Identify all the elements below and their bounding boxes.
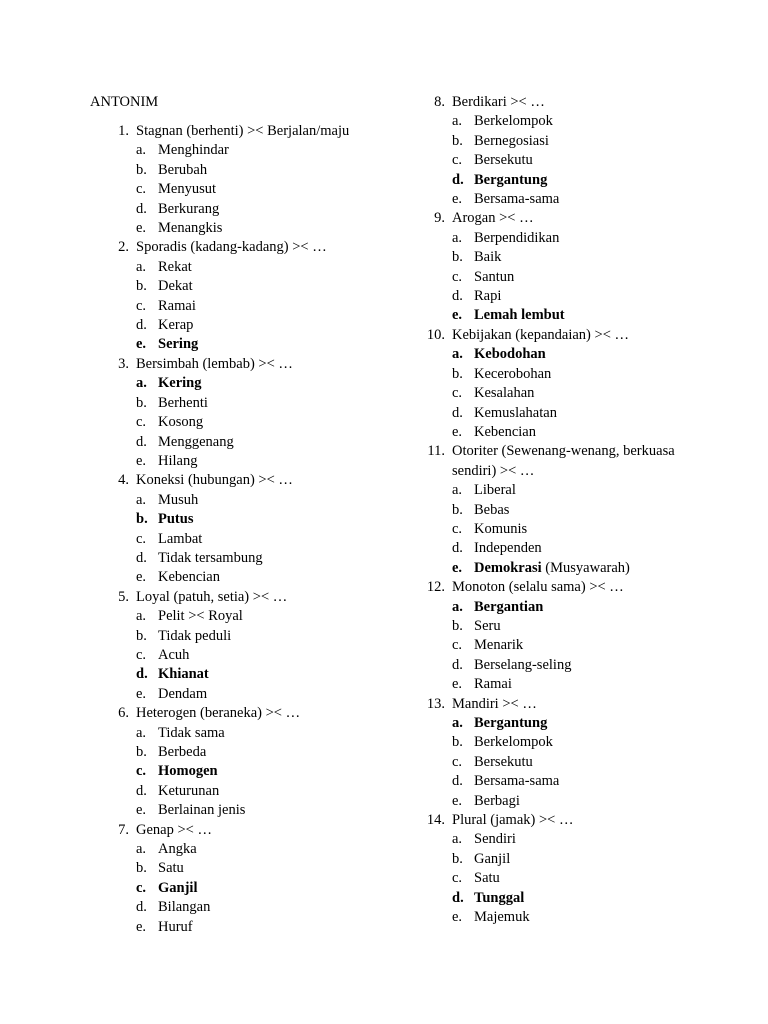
answer-option <box>90 627 390 646</box>
question-item <box>90 355 390 374</box>
question-number: 9. <box>434 210 445 227</box>
option-letter: a. <box>136 724 147 741</box>
option-text: Satu <box>158 860 184 877</box>
answer-option <box>90 743 390 762</box>
question-text: Mandiri >< … <box>452 695 537 712</box>
question-number: 10. <box>426 326 445 343</box>
option-text: Lemah lembut <box>474 307 565 324</box>
option-text: Berselang-seling <box>474 656 572 673</box>
answer-option <box>90 277 390 296</box>
option-letter: e. <box>136 452 147 469</box>
option-note: (Musyawarah) <box>545 559 630 576</box>
question-text: Koneksi (hubungan) >< … <box>136 472 293 489</box>
answer-option <box>406 539 706 558</box>
option-letter: c. <box>136 414 147 431</box>
question-text: Sporadis (kadang-kadang) >< … <box>136 239 327 256</box>
option-letter: a. <box>136 375 147 392</box>
question-text: Genap >< … <box>136 821 212 838</box>
option-letter: d. <box>136 549 147 566</box>
option-text: Putus <box>158 511 194 528</box>
option-text: Berbeda <box>158 744 207 760</box>
option-text: Bersama-sama <box>474 191 560 208</box>
option-text: Menarik <box>474 637 524 654</box>
answer-option <box>406 908 706 927</box>
option-text: Independen <box>474 540 542 557</box>
option-text: Kemuslahatan <box>474 404 557 421</box>
option-text: Bernegosiasi <box>474 132 549 149</box>
option-letter: b. <box>452 850 463 867</box>
question-item <box>90 122 390 141</box>
option-letter: b. <box>136 744 147 760</box>
option-text: Ganjil <box>474 850 511 867</box>
option-letter: a. <box>452 113 463 130</box>
option-letter: a. <box>452 598 463 615</box>
answer-option <box>406 190 706 209</box>
option-text: Tunggal <box>474 889 525 906</box>
option-letter: c. <box>136 763 147 780</box>
option-letter: c. <box>452 152 463 169</box>
answer-option <box>90 918 390 937</box>
answer-option <box>406 248 706 267</box>
answer-option <box>406 268 706 287</box>
question-item <box>90 821 390 840</box>
option-text: Ramai <box>474 676 512 693</box>
option-letter: c. <box>452 870 463 887</box>
answer-option <box>90 161 390 180</box>
question-number: 2. <box>118 239 129 256</box>
option-text: Bersekutu <box>474 152 533 169</box>
option-text: Bersama-sama <box>474 773 560 790</box>
answer-option <box>406 365 706 384</box>
option-text: Khianat <box>158 666 209 683</box>
answer-option <box>90 219 390 238</box>
option-text: Berkelompok <box>474 734 553 751</box>
option-letter: a. <box>452 482 463 499</box>
option-text: Kering <box>158 375 202 392</box>
option-letter: b. <box>452 249 463 266</box>
question-text: Arogan >< … <box>452 210 534 227</box>
option-text: Dendam <box>158 685 208 702</box>
answer-option <box>90 859 390 878</box>
option-text: Huruf <box>158 918 193 935</box>
option-letter: e. <box>452 559 463 576</box>
answer-option <box>406 733 706 752</box>
option-letter: c. <box>452 520 463 537</box>
answer-option <box>90 180 390 199</box>
answer-option <box>90 413 390 432</box>
question-number: 1. <box>118 123 129 139</box>
answer-option-correct <box>406 345 706 364</box>
option-letter: a. <box>136 258 147 275</box>
answer-option <box>406 675 706 694</box>
option-text: Berubah <box>158 161 208 178</box>
answer-option <box>406 792 706 811</box>
answer-option <box>90 568 390 587</box>
option-text: Ganjil <box>158 879 198 896</box>
answer-option <box>406 636 706 655</box>
question-item <box>90 238 390 257</box>
option-text: Kebodohan <box>474 346 546 363</box>
option-letter: e. <box>452 792 463 809</box>
option-text: Menghindar <box>158 142 229 159</box>
answer-option <box>90 141 390 160</box>
question-text: Otoriter (Sewenang-wenang, berkuasa sendiri) >< … <box>452 443 675 479</box>
question-item <box>406 209 706 228</box>
question-text: Monoton (selalu sama) >< … <box>452 579 624 596</box>
option-text: Menangkis <box>158 220 223 237</box>
option-text: Bebas <box>474 501 510 518</box>
answer-option-correct <box>90 510 390 529</box>
answer-option <box>406 404 706 423</box>
answer-option <box>90 840 390 859</box>
option-text: Menyusut <box>158 181 216 198</box>
option-letter: d. <box>136 200 147 217</box>
option-letter: c. <box>136 297 147 314</box>
question-item <box>406 811 706 830</box>
answer-option <box>90 898 390 917</box>
question-item <box>90 471 390 490</box>
option-text: Hilang <box>158 452 198 469</box>
answer-option <box>90 782 390 801</box>
question-text: Loyal (patuh, setia) >< … <box>136 588 288 605</box>
answer-option <box>406 287 706 306</box>
option-text: Kerap <box>158 317 194 334</box>
answer-option <box>90 724 390 743</box>
option-letter: e. <box>136 802 147 819</box>
option-letter: b. <box>136 627 147 644</box>
option-text: Sendiri <box>474 831 516 848</box>
option-text: Berkurang <box>158 200 220 217</box>
option-text: Komunis <box>474 520 528 537</box>
question-item <box>406 578 706 597</box>
option-letter: d. <box>452 540 463 557</box>
answer-option <box>406 520 706 539</box>
answer-option-correct <box>90 879 390 898</box>
option-text: Rekat <box>158 258 192 275</box>
option-letter: b. <box>136 278 147 295</box>
option-letter: a. <box>136 142 147 159</box>
option-letter: e. <box>452 423 463 440</box>
option-text: Pelit >< Royal <box>158 608 243 625</box>
option-letter: b. <box>452 734 463 751</box>
question-item <box>406 326 706 345</box>
answer-option-correct <box>406 889 706 908</box>
question-text: Berdikari >< … <box>452 94 545 110</box>
option-letter: d. <box>136 899 147 916</box>
option-letter: d. <box>452 656 463 673</box>
option-letter: d. <box>136 317 147 334</box>
option-text: Dekat <box>158 278 193 295</box>
option-text: Lambat <box>158 530 203 547</box>
option-text: Ramai <box>158 297 196 314</box>
answer-option <box>406 850 706 869</box>
question-item <box>406 93 706 112</box>
option-letter: e. <box>452 191 463 208</box>
option-text: Berpendidikan <box>474 229 560 246</box>
question-number: 3. <box>118 355 129 372</box>
option-text: Kesalahan <box>474 385 535 402</box>
option-letter: d. <box>136 666 148 683</box>
option-text: Liberal <box>474 482 516 499</box>
answer-option <box>90 316 390 335</box>
option-text: Keturunan <box>158 782 220 799</box>
option-text: Santun <box>474 268 515 285</box>
option-letter: c. <box>136 530 147 547</box>
option-text: Baik <box>474 249 502 266</box>
answer-option-correct <box>406 598 706 617</box>
question-number: 12. <box>426 579 445 596</box>
option-text: Bergantung <box>474 715 548 731</box>
question-item <box>90 588 390 607</box>
option-text: Sering <box>158 336 199 353</box>
option-text: Majemuk <box>474 909 530 926</box>
question-number: 14. <box>426 812 445 829</box>
option-letter: b. <box>452 501 463 518</box>
question-text: Stagnan (berhenti) >< Berjalan/maju <box>136 123 350 139</box>
answer-option <box>90 549 390 568</box>
option-text: Homogen <box>158 763 218 780</box>
answer-option <box>406 772 706 791</box>
answer-option-correct <box>406 171 706 190</box>
option-text: Bersekutu <box>474 753 533 770</box>
option-letter: e. <box>136 336 147 353</box>
answer-option <box>90 200 390 219</box>
option-letter: d. <box>136 782 147 799</box>
option-text: Berhenti <box>158 394 208 411</box>
answer-option <box>90 685 390 704</box>
option-letter: e. <box>136 220 147 237</box>
option-letter: b. <box>136 511 148 528</box>
option-text: Kebencian <box>474 423 536 440</box>
option-text: Seru <box>474 617 501 634</box>
option-text: Berbagi <box>474 792 520 809</box>
left-column <box>90 122 390 937</box>
answer-option-correct <box>406 559 706 578</box>
option-text: Angka <box>158 841 197 858</box>
option-letter: c. <box>452 753 463 770</box>
option-letter: c. <box>136 646 147 663</box>
option-text: Berkelompok <box>474 113 553 130</box>
option-letter: a. <box>452 831 463 848</box>
answer-option <box>406 229 706 248</box>
option-letter: b. <box>136 161 147 178</box>
option-letter: d. <box>452 889 464 906</box>
question-item <box>406 695 706 714</box>
question-number: 13. <box>426 695 445 712</box>
answer-option <box>90 801 390 820</box>
answer-option <box>406 112 706 131</box>
option-letter: a. <box>136 841 147 858</box>
answer-option <box>406 481 706 500</box>
option-letter: e. <box>452 909 463 926</box>
option-text: Bilangan <box>158 899 211 916</box>
question-text: Bersimbah (lembab) >< … <box>136 355 293 372</box>
option-letter: e. <box>136 685 147 702</box>
answer-option <box>90 646 390 665</box>
option-text: Satu <box>474 870 500 887</box>
option-text: Tidak sama <box>158 724 225 741</box>
option-text: Berlainan jenis <box>158 802 246 819</box>
answer-option <box>90 433 390 452</box>
option-letter: b. <box>136 860 147 877</box>
answer-option-correct <box>90 335 390 354</box>
option-letter: b. <box>452 132 463 149</box>
question-text: Kebijakan (kepandaian) >< … <box>452 326 629 343</box>
answer-option <box>90 394 390 413</box>
option-letter: c. <box>136 181 147 198</box>
answer-option <box>90 530 390 549</box>
option-letter: b. <box>136 394 147 411</box>
question-number: 8. <box>434 94 445 110</box>
option-letter: c. <box>136 879 147 896</box>
answer-option <box>406 753 706 772</box>
question-item <box>406 442 706 481</box>
question-text: Heterogen (beraneka) >< … <box>136 705 301 722</box>
option-letter: d. <box>452 404 463 421</box>
answer-option <box>406 384 706 403</box>
option-letter: d. <box>452 773 463 790</box>
answer-option-correct <box>90 374 390 393</box>
question-number: 11. <box>427 443 445 460</box>
question-text: Plural (jamak) >< … <box>452 812 574 829</box>
answer-option-correct <box>90 665 390 684</box>
question-number: 5. <box>118 588 129 605</box>
option-letter: b. <box>452 617 463 634</box>
answer-option <box>90 297 390 316</box>
option-letter: a. <box>136 491 147 508</box>
answer-option-correct <box>90 762 390 781</box>
answer-option <box>406 617 706 636</box>
option-letter: a. <box>452 229 463 246</box>
option-text: Acuh <box>158 646 190 663</box>
option-letter: d. <box>136 433 147 450</box>
option-letter: e. <box>136 569 147 586</box>
option-text: Tidak peduli <box>158 627 232 644</box>
answer-option <box>90 607 390 626</box>
option-letter: b. <box>452 365 463 382</box>
answer-option <box>406 501 706 520</box>
option-letter: e. <box>452 307 463 324</box>
option-text: Tidak tersambung <box>158 549 263 566</box>
answer-option <box>406 656 706 675</box>
answer-option <box>406 151 706 170</box>
option-text: Rapi <box>474 288 502 305</box>
answer-option <box>90 258 390 277</box>
option-letter: e. <box>136 918 147 935</box>
question-number: 6. <box>118 705 129 722</box>
question-number: 4. <box>118 472 129 489</box>
option-text: Musuh <box>158 491 199 508</box>
option-letter: a. <box>136 608 147 625</box>
option-text: Kecerobohan <box>474 365 552 382</box>
option-letter: c. <box>452 385 463 402</box>
option-letter: d. <box>452 288 463 305</box>
option-letter: c. <box>452 637 463 654</box>
option-text: Bergantung <box>474 171 548 188</box>
option-letter: c. <box>452 268 463 285</box>
option-text: Demokrasi <box>474 559 542 576</box>
right-column <box>406 93 706 927</box>
answer-option <box>406 132 706 151</box>
option-text: Menggenang <box>158 433 234 450</box>
answer-option <box>406 869 706 888</box>
option-letter: e. <box>452 676 463 693</box>
answer-option-correct <box>406 306 706 325</box>
answer-option-correct <box>406 714 706 733</box>
answer-option <box>406 423 706 442</box>
document-title: ANTONIM <box>90 94 159 110</box>
option-letter: d. <box>452 171 464 188</box>
option-text: Bergantian <box>474 598 544 615</box>
answer-option <box>90 491 390 510</box>
option-letter: a. <box>452 715 463 731</box>
answer-option <box>406 830 706 849</box>
answer-option <box>90 452 390 471</box>
question-number: 7. <box>118 821 129 838</box>
option-text: Kosong <box>158 414 204 431</box>
option-text: Kebencian <box>158 569 220 586</box>
option-letter: a. <box>452 346 463 363</box>
question-item <box>90 704 390 723</box>
